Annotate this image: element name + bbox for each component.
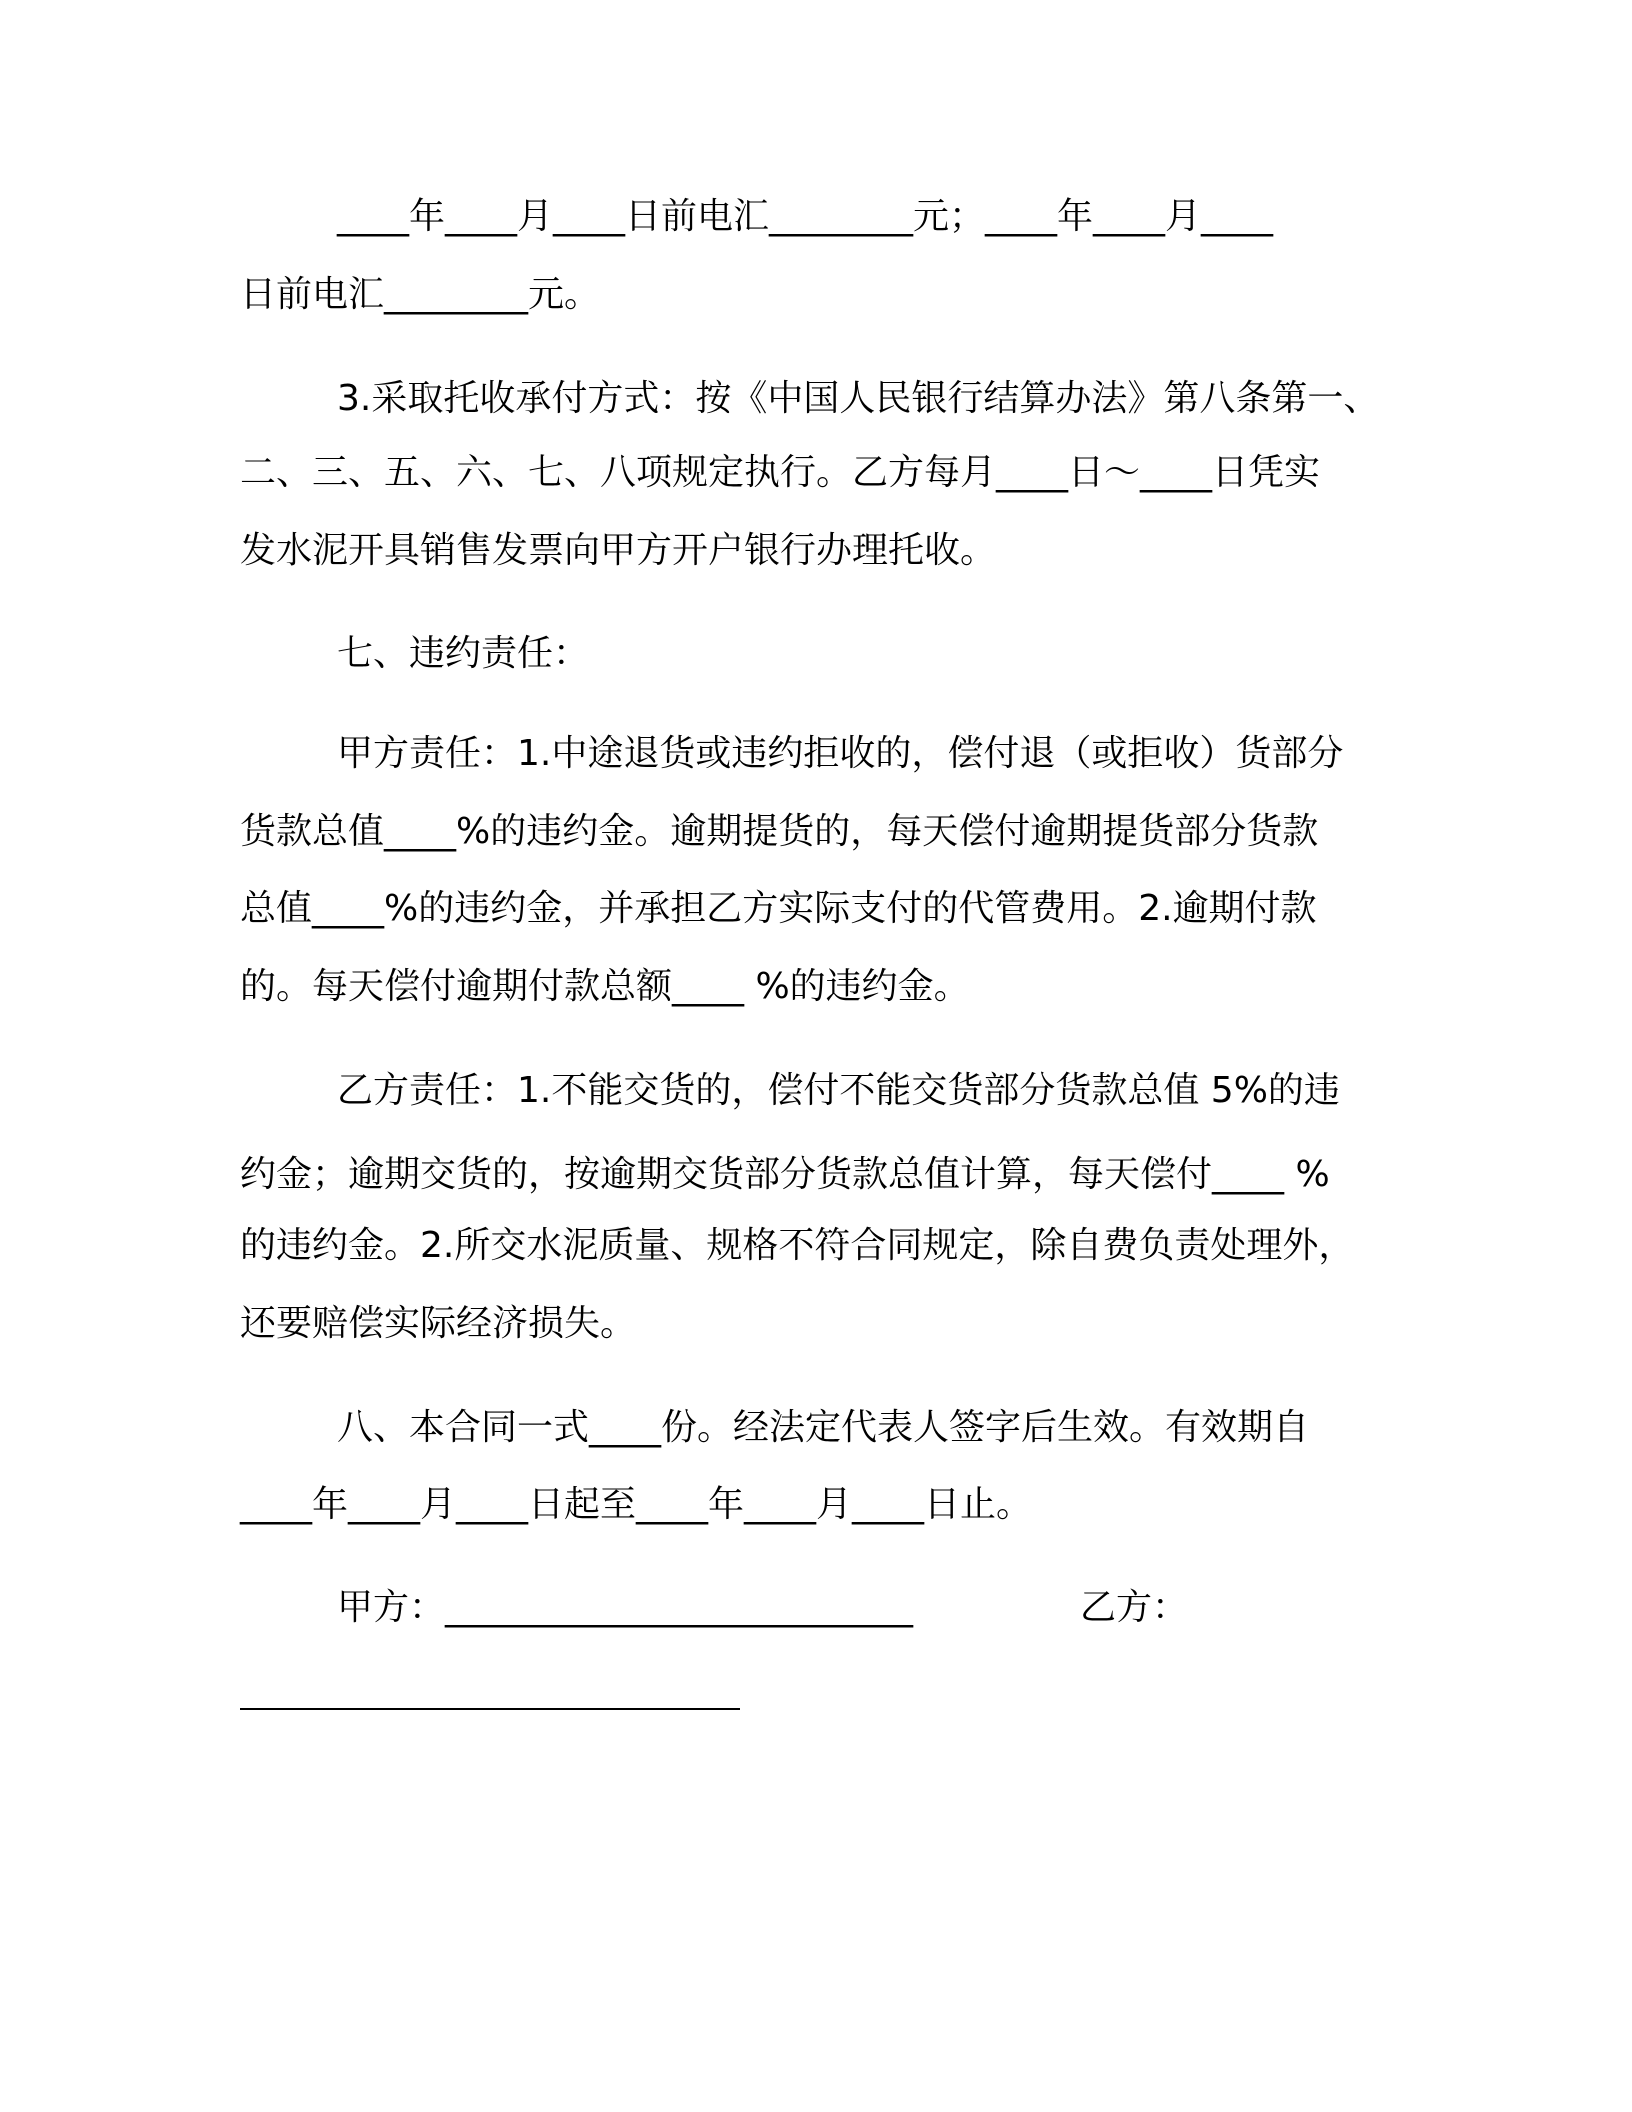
party-b-liability-line-3: 的违约金。2.所交水泥质量、规格不符合同规定，除自费负责处理外， — [240, 1225, 1355, 1266]
signature-party-b-line — [240, 1708, 740, 1710]
collection-clause-line-3: 发水泥开具销售发票向甲方开户银行办理托收。 — [240, 530, 997, 571]
collection-clause-line-2: 二、三、五、六、七、八项规定执行。乙方每月____日～____日凭实 — [240, 452, 1321, 493]
signature-party-a: 甲方：__________________________ — [337, 1587, 914, 1628]
contract-validity-line-2: ____年____月____日起至____年____月____日止。 — [240, 1484, 1033, 1525]
party-a-liability-line-4: 的。每天偿付逾期付款总额____ %的违约金。 — [240, 966, 970, 1007]
party-b-liability-line-2: 约金；逾期交货的，按逾期交货部分货款总值计算，每天偿付____ % — [240, 1154, 1330, 1195]
contract-validity-line-1: 八、本合同一式____份。经法定代表人签字后生效。有效期自 — [337, 1407, 1310, 1448]
party-a-liability-line-2: 货款总值____%的违约金。逾期提货的，每天偿付逾期提货部分货款 — [240, 811, 1319, 852]
party-a-liability-line-3: 总值____%的违约金，并承担乙方实际支付的代管费用。2.逾期付款 — [240, 888, 1317, 929]
party-b-liability-line-4: 还要赔偿实际经济损失。 — [240, 1303, 637, 1344]
payment-schedule-line-2: 日前电汇________元。 — [240, 274, 601, 315]
party-a-liability-line-1: 甲方责任：1.中途退货或违约拒收的，偿付退（或拒收）货部分 — [337, 733, 1344, 774]
section-heading-liability: 七、违约责任： — [337, 633, 590, 674]
party-b-liability-line-1: 乙方责任：1.不能交货的，偿付不能交货部分货款总值 5%的违 — [337, 1070, 1340, 1111]
payment-schedule-line-1: ____年____月____日前电汇________元；____年____月____ — [337, 196, 1274, 237]
signature-party-b-label: 乙方： — [1080, 1587, 1189, 1628]
collection-clause-line-1: 3.采取托收承付方式：按《中国人民银行结算办法》第八条第一、 — [337, 378, 1380, 419]
